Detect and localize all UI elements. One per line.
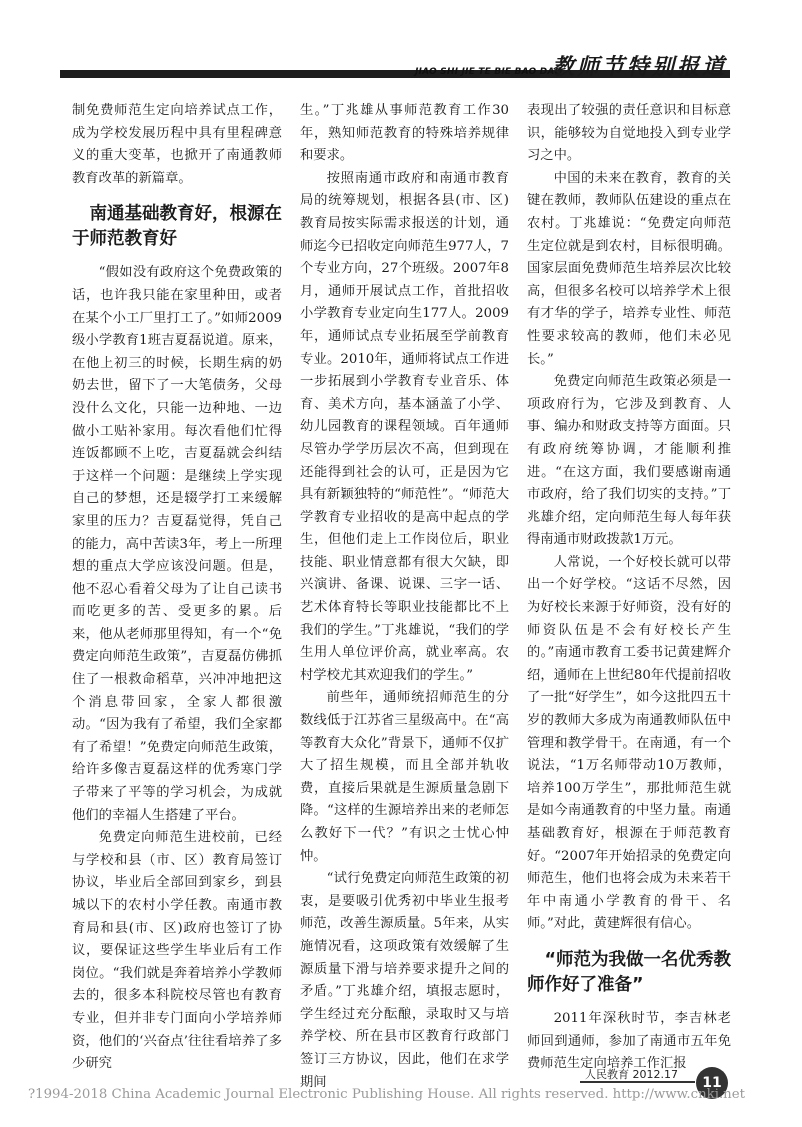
page-number: 11: [696, 1067, 728, 1099]
footer-magazine: 人民教育 2012.17: [585, 1068, 678, 1081]
paragraph: 人常说，一个好校长就可以带出一个好学校。“这话不尽然，因为好校长来源于好师资，没有好的师资队伍是不会有好校长产生的。”南通市教育工委书记黄建辉介绍，通师在上世纪80年代提前招收了一批“好学生”，如今这批四五十岁的教师大多成为南通教师队伍中管理和教学骨干。在南通，有一个说法，“1万名师带动10万教师，培养100万学生”，那批师范生就是如今南通教育的中坚力量。南通基础教育好，根源在于师范教育好。“2007年开始招录的免费定向师范生，他们也将会成为未来若干年中南通小学教育的骨干、名师。”对此，黄建辉很有信心。: [527, 554, 731, 932]
section-heading: 南通基础教育好，根源在于师范教育好: [72, 204, 282, 250]
paragraph: 制免费师范生定向培养试点工作，成为学校发展历程中具有里程碑意义的重大变革，也掀开了南通教师教育改革的新篇章。: [72, 103, 282, 186]
article-column-2: [300, 100, 509, 1094]
paragraph: “试行免费定向师范生政策的初衷，是要吸引优秀初中毕业生报考师范，改善生源质量。5年来，从实施情况看，这项政策有效缓解了生源质量下滑与培养要求提升之间的矛盾。”丁兆雄介绍，填报志愿时，学生经过充分酝酿，录取时又与培养学校、所在县市区教育行政部门签订三方协议，因此，他们在求学期间: [300, 871, 509, 1090]
paragraph: 2011年深秋时节，李吉林老师回到通师，参加了南通市五年免费师范生定向培养工作汇报: [527, 1010, 731, 1072]
article-column-3: [527, 100, 731, 1076]
paragraph: 前些年，通师统招师范生的分数线低于江苏省三星级高中。在“高等教育大众化”背景下，通师不仅扩大了招生规模，而且全部并轨收费，直接后果就是生源质量急剧下降。“这样的生源培养出来的老师怎么教好下一代？”有识之士忧心忡忡。: [300, 690, 509, 864]
header-title: 教师节特别报道: [552, 55, 728, 80]
paragraph: 免费定向师范生进校前，已经与学校和县（市、区）教育局签订协议，毕业后全部回到家乡，到县城以下的农村小学任教。南通市教育局和县(市、区)政府也签订了协议，要保证这些学生毕业后有工作岗位。“我们就是奔着培养小学教师去的，很多本科院校尽管也有教育专业，但并非专门面向小学培养师资，他们的‘兴奋点’往往看培养了多少研究: [72, 830, 282, 1072]
paragraph: 生。”丁兆雄从事师范教育工作30年，熟知师范教育的特殊培养规律和要求。: [300, 103, 509, 164]
section-heading: “师范为我做一名优秀教师作好了准备”: [527, 949, 732, 995]
copyright-watermark: ?1994-2018 China Academic Journal Electronic Publishing House. All rights reserved. http://www.cnki.net: [28, 1087, 745, 1102]
paragraph: 按照南通市政府和南通市教育局的统筹规划，根据各县(市、区)教育局按实际需求报送的计划，通师迄今已招收定向师范生977人，7个专业方向，27个班级。2007年8月，通师开展试点工作，首批招收小学教育专业定向生177人。2009年，通师试点专业拓展至学前教育专业。2010年，通师将试点工作进一步拓展到小学教育专业音乐、体育、美术方向，基本涵盖了小学、幼儿园教育的课程领域。百年通师尽管办学学历层次不高，但到现在还能得到社会的认可，正是因为它具有新颖独特的“师范性”。“师范大学教育专业招收的是高中起点的学生，但他们走上工作岗位后，职业技能、职业情意都有很大欠缺，即兴演讲、备课、说课、三字一话、艺术体育特长等职业技能都比不上我们的学生。”丁兆雄说，“我们的学生用人单位评价高，就业率高。农村学校尤其欢迎我们的学生。”: [300, 170, 509, 683]
paragraph: “假如没有政府这个免费政策的话，也许我只能在家里种田，或者在某个小工厂里打工了。”如师2009级小学教育1班吉夏磊说道。原来，在他上初三的时候，长期生病的奶奶去世，留下了一大笔债务，父母没什么文化，只能一边种地、一边做小工贴补家用。每次看他们忙得连饭都顾不上吃，吉夏磊就会纠结于这样一个问题：是继续上学实现自己的梦想，还是辍学打工来缓解家里的压力？吉夏磊觉得，凭自己的能力，高中苦读3年，考上一所理想的重点大学应该没问题。但是，他不忍心看着父母为了让自己读书而吃更多的苦、受更多的累。后来，他从老师那里得知，有一个“免费定向师范生政策”，吉夏磊仿佛抓住了一根救命稻草，兴冲冲地把这个消息带回家，全家人都很激动。“因为我有了希望，我们全家都有了希望！”免费定向师范生政策，给许多像吉夏磊这样的优秀寒门学子带来了平等的学习机会，为成就他们的幸福人生搭建了平台。: [72, 265, 282, 823]
paragraph: 表现出了较强的责任意识和目标意识，能够较为自觉地投入到专业学习之中。: [527, 103, 731, 164]
header-pinyin: JIAO SHI JIE TE BIE BAO DAO: [415, 67, 563, 77]
article-column-1: [72, 100, 282, 1076]
paragraph: 中国的未来在教育，教育的关键在教师，教师队伍建设的重点在农村。丁兆雄说：“免费定向师范生定位就是到农村，目标很明确。国家层面免费师范生培养层次比较高，但很多名校可以培养学术上很有才华的学子，培养专业性、师范性要求较高的教师，他们未必见长。”: [527, 170, 731, 367]
paragraph: 免费定向师范生政策必须是一项政府行为，它涉及到教育、人事、编办和财政支持等方面面。只有政府统筹协调，才能顺利推进。“在这方面，我们要感谢南通市政府，给了我们切实的支持。”丁兆雄介绍，定向师范生每人每年获得南通市财政拨款1万元。: [527, 374, 731, 548]
